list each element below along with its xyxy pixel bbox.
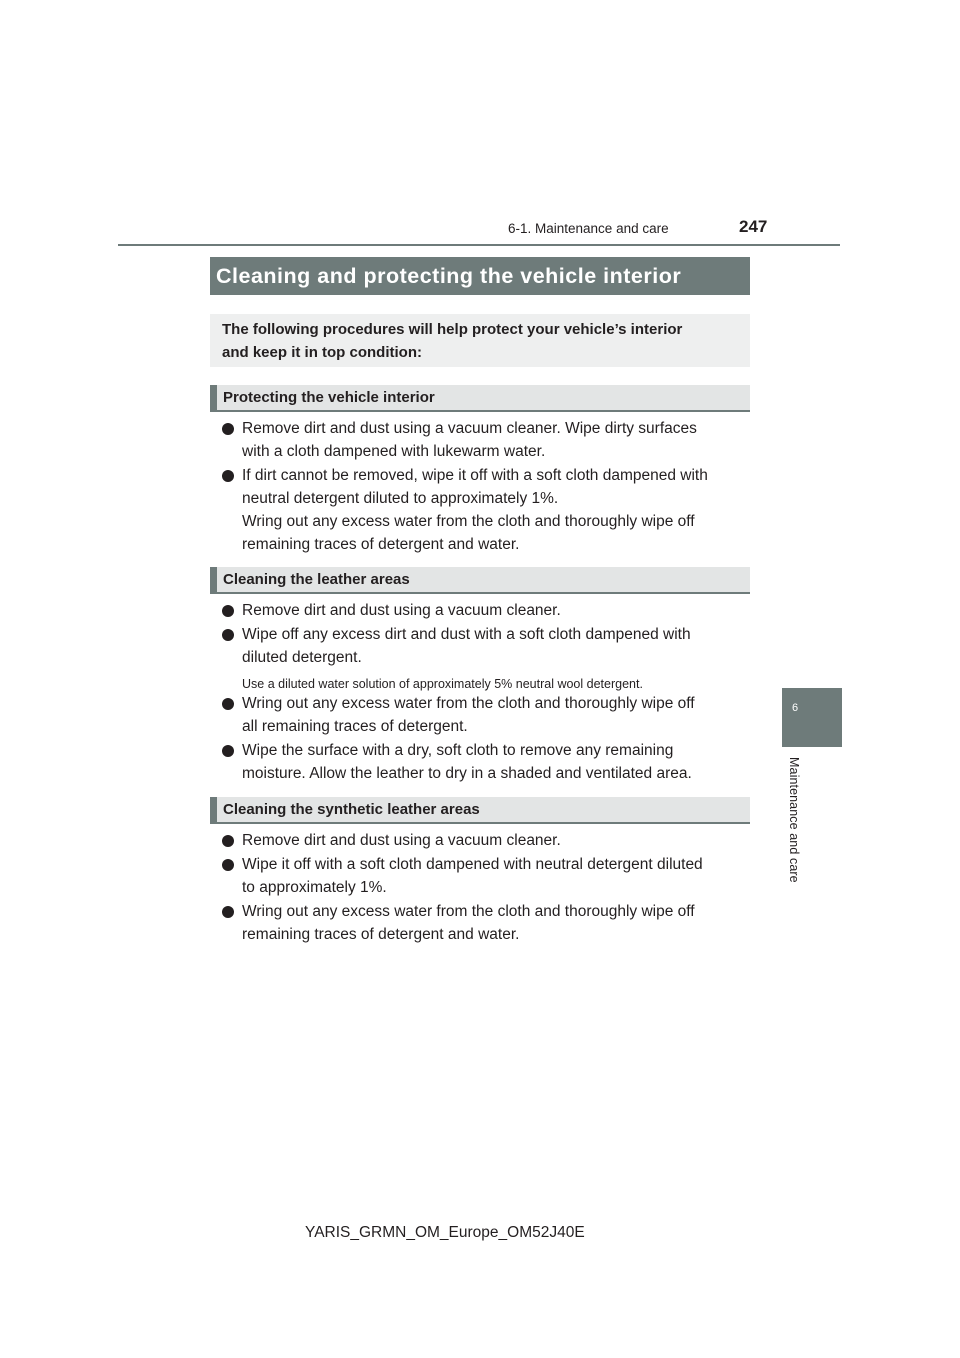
text-line: Wring out any excess water from the cloth and thoroughly wipe off (242, 903, 695, 920)
text-line: Remove dirt and dust using a vacuum cleaner. (242, 602, 561, 619)
intro-line: and keep it in top condition: (222, 344, 422, 361)
text-line: moisture. Allow the leather to dry in a shaded and ventilated area. (242, 765, 692, 782)
bullet-icon (222, 859, 234, 871)
bullet-list-synthetic (222, 829, 746, 947)
text-line: neutral detergent diluted to approximately 1%. (242, 490, 559, 507)
list-item (222, 623, 746, 669)
text-line: Wipe it off with a soft cloth dampened with neutral detergent diluted (242, 856, 703, 873)
text-line: remaining traces of detergent and water. (242, 926, 520, 943)
subheading-synthetic-leather: Cleaning the synthetic leather areas (210, 797, 750, 824)
list-item (222, 900, 746, 946)
bullet-icon (222, 906, 234, 918)
note-text: Use a diluted water solution of approximately 5% neutral wool detergent. (242, 677, 643, 691)
bullet-icon (222, 470, 234, 482)
bullet-icon (222, 423, 234, 435)
bullet-icon (222, 605, 234, 617)
text-line: Remove dirt and dust using a vacuum cleaner. Wipe dirty surfaces (242, 420, 697, 437)
text-line: Wipe the surface with a dry, soft cloth to remove any remaining (242, 742, 674, 759)
text-line: with a cloth dampened with lukewarm water. (242, 443, 546, 460)
list-item (222, 692, 746, 738)
page-number: 247 (739, 217, 768, 236)
bullet-list-leather-continued (222, 692, 746, 786)
list-item (222, 599, 746, 622)
text-line: Remove dirt and dust using a vacuum cleaner. (242, 832, 561, 849)
list-item (222, 417, 746, 463)
bullet-icon (222, 835, 234, 847)
list-item (222, 464, 746, 556)
text-line: diluted detergent. (242, 649, 362, 666)
chapter-label: Maintenance and care (787, 757, 801, 883)
bullet-list-leather (222, 599, 746, 670)
header-divider (118, 244, 840, 246)
text-line: to approximately 1%. (242, 879, 387, 896)
text-line: Wipe off any excess dirt and dust with a soft cloth dampened with (242, 626, 691, 643)
subheading-leather-areas: Cleaning the leather areas (210, 567, 750, 594)
text-line: If dirt cannot be removed, wipe it off with a soft cloth dampened with (242, 467, 708, 484)
chapter-number: 6 (791, 702, 799, 714)
intro-line: The following procedures will help protect your vehicle’s interior (222, 321, 683, 338)
bullet-icon (222, 745, 234, 757)
text-line: Wring out any excess water from the cloth and thoroughly wipe off (242, 695, 695, 712)
section-title: 6-1. Maintenance and care (508, 221, 669, 236)
list-item (222, 829, 746, 852)
bullet-icon (222, 629, 234, 641)
intro-box (210, 314, 750, 367)
chapter-tab (782, 688, 842, 747)
list-item (222, 853, 746, 899)
text-line: all remaining traces of detergent. (242, 718, 468, 735)
list-item (222, 739, 746, 785)
text-line: remaining traces of detergent and water. (242, 536, 520, 553)
page-title: Cleaning and protecting the vehicle interior (210, 257, 750, 295)
bullet-icon (222, 698, 234, 710)
bullet-list-protecting (222, 417, 746, 557)
text-line: Wring out any excess water from the cloth and thoroughly wipe off (242, 513, 695, 530)
document-id-footer: YARIS_GRMN_OM_Europe_OM52J40E (305, 1224, 585, 1241)
subheading-protecting-interior: Protecting the vehicle interior (210, 385, 750, 412)
